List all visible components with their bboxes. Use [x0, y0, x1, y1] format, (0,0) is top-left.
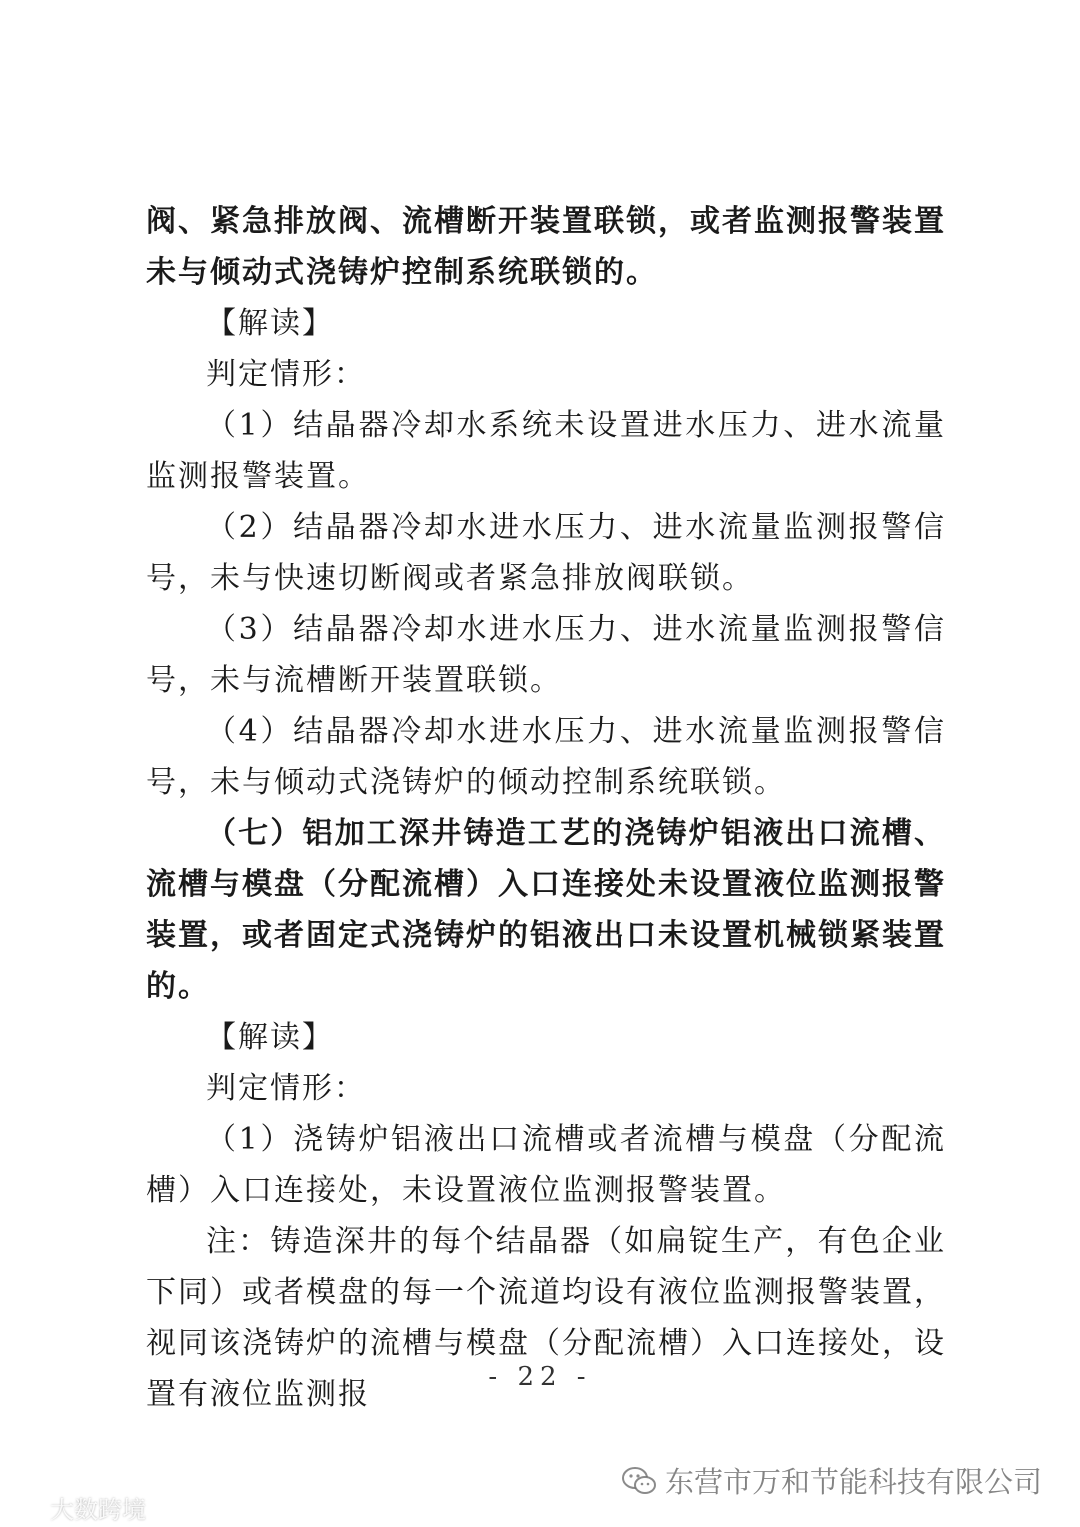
paragraph: 【解读】 [206, 1020, 334, 1055]
paragraph: （1）浇铸炉铝液出口流槽或者流槽与模盘（分配流槽）入口连接处，未设置液位监测报警装置。 [146, 1122, 946, 1208]
document-body [146, 196, 946, 1420]
paragraph: （1）结晶器冷却水系统未设置进水压力、进水流量监测报警装置。 [146, 408, 946, 494]
paragraph: 注：铸造深井的每个结晶器（如扁锭生产，有色企业下同）或者模盘的每一个流道均设有液位监测报警装置，视同该浇铸炉的流槽与模盘（分配流槽）入口连接处，设置有液位监测报 [146, 1224, 946, 1412]
paragraph: 判定情形： [206, 357, 366, 392]
paragraph: 【解读】 [206, 306, 334, 341]
paragraph: （七）铝加工深井铸造工艺的浇铸炉铝液出口流槽、流槽与模盘（分配流槽）入口连接处未设置液位监测报警装置，或者固定式浇铸炉的铝液出口未设置机械锁紧装置的。 [146, 816, 946, 1004]
wechat-account-name: 东营市万和节能科技有限公司 [664, 1465, 1042, 1499]
site-logo-icon [10, 1496, 44, 1520]
paragraph: 阀、紧急排放阀、流槽断开装置联锁，或者监测报警装置未与倾动式浇铸炉控制系统联锁的。 [146, 204, 946, 290]
paragraph: （3）结晶器冷却水进水压力、进水流量监测报警信号，未与流槽断开装置联锁。 [146, 612, 946, 698]
site-name: 大数跨境 [50, 1496, 146, 1524]
paragraph: 判定情形： [206, 1071, 366, 1106]
wechat-icon [621, 1466, 657, 1496]
page-number: - 22 - [488, 1362, 592, 1392]
wechat-watermark [621, 1460, 1042, 1501]
paragraph: （2）结晶器冷却水进水压力、进水流量监测报警信号，未与快速切断阀或者紧急排放阀联锁。 [146, 510, 946, 596]
paragraph: （4）结晶器冷却水进水压力、进水流量监测报警信号，未与倾动式浇铸炉的倾动控制系统联锁。 [146, 714, 946, 800]
site-watermark [10, 1490, 146, 1525]
